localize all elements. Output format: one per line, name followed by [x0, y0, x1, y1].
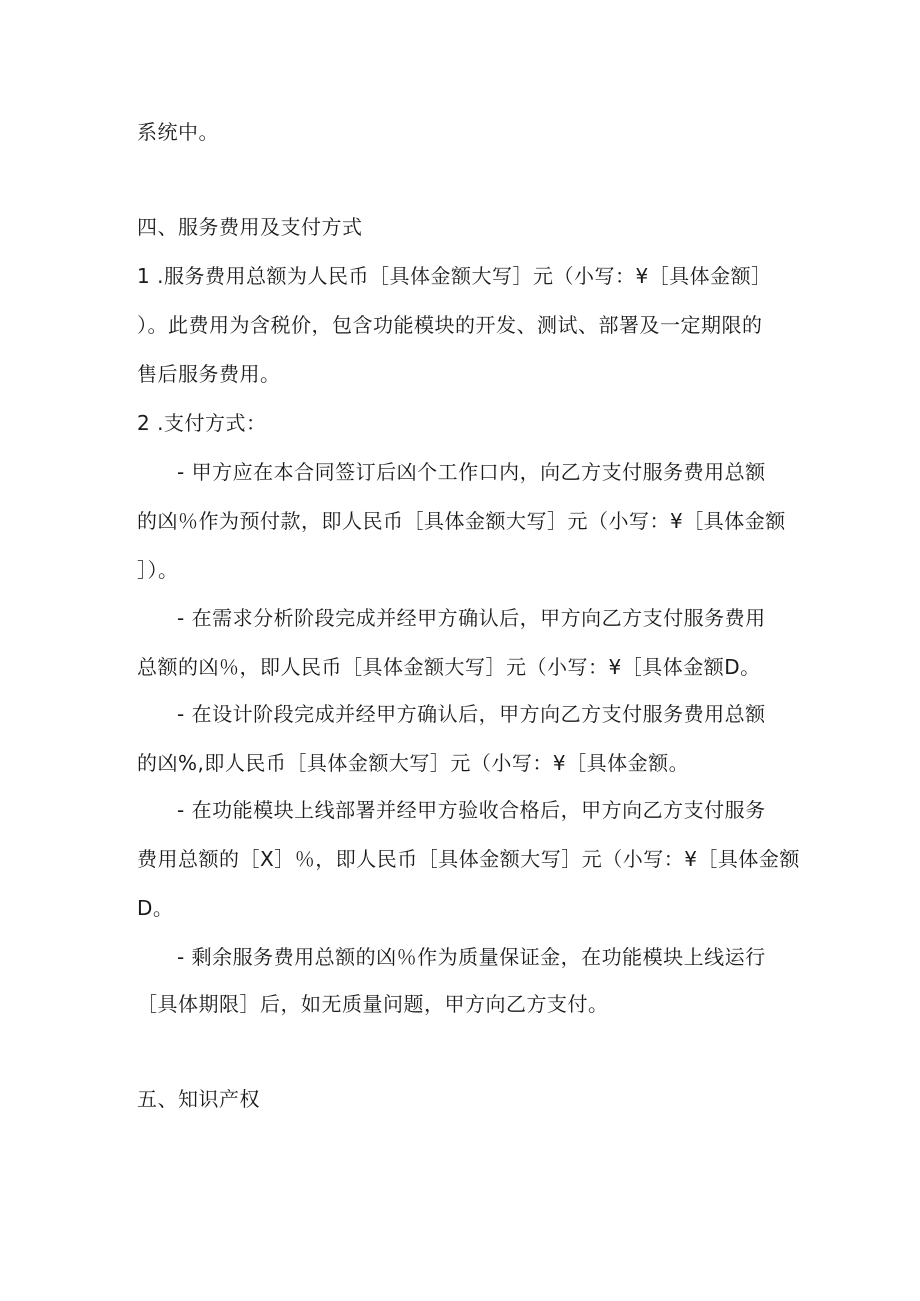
- payment-item-4-line-1: - 在功能模块上线部署并经甲方验收合格后，甲方向乙方支付服务: [177, 798, 766, 822]
- payment-item-3-line-1: - 在设计阶段完成并经甲方确认后，甲方向乙方支付服务费用总额: [177, 702, 766, 726]
- payment-item-1-line-2: 的凶％作为预付款，即人民币［具体金额大写］元（小写：¥［具体金额: [137, 509, 786, 533]
- clause-2-heading: 2 .支付方式：: [137, 411, 267, 435]
- payment-item-2-line-1: - 在需求分析阶段完成并经甲方确认后，甲方向乙方支付服务费用: [177, 606, 766, 630]
- payment-item-1-line-3: ］）。: [137, 558, 179, 582]
- clause-1-line-2: ）。此费用为含税价，包含功能模块的开发、测试、部署及一定期限的: [137, 313, 763, 337]
- clause-1-line-1: 1 .服务费用总额为人民币［具体金额大写］元（小写：¥［具体金额］: [137, 264, 772, 288]
- payment-item-4-line-3: D。: [137, 896, 174, 920]
- payment-item-5-line-1: - 剩余服务费用总额的凶％作为质量保证金，在功能模块上线运行: [177, 945, 766, 969]
- payment-item-1-line-1: - 甲方应在本合同签订后凶个工作口内，向乙方支付服务费用总额: [177, 460, 766, 484]
- payment-item-5-line-2: ［具体期限］后，如无质量问题，甲方向乙方支付。: [137, 992, 609, 1016]
- paragraph-continuation: 系统中。: [137, 120, 219, 144]
- section-heading-ip: 五、知识产权: [137, 1087, 260, 1111]
- payment-item-2-line-2: 总额的凶％，即人民币［具体金额大写］元（小写：¥［具体金额D。: [137, 655, 761, 679]
- section-heading-fees: 四、服务费用及支付方式: [137, 215, 363, 239]
- clause-1-line-3: 售后服务费用。: [137, 362, 281, 386]
- payment-item-4-line-2: 费用总额的［X］％，即人民币［具体金额大写］元（小写：¥［具体金额: [137, 847, 800, 871]
- payment-item-3-line-2: 的凶%,即人民币［具体金额大写］元（小写：¥［具体金额。: [137, 751, 690, 775]
